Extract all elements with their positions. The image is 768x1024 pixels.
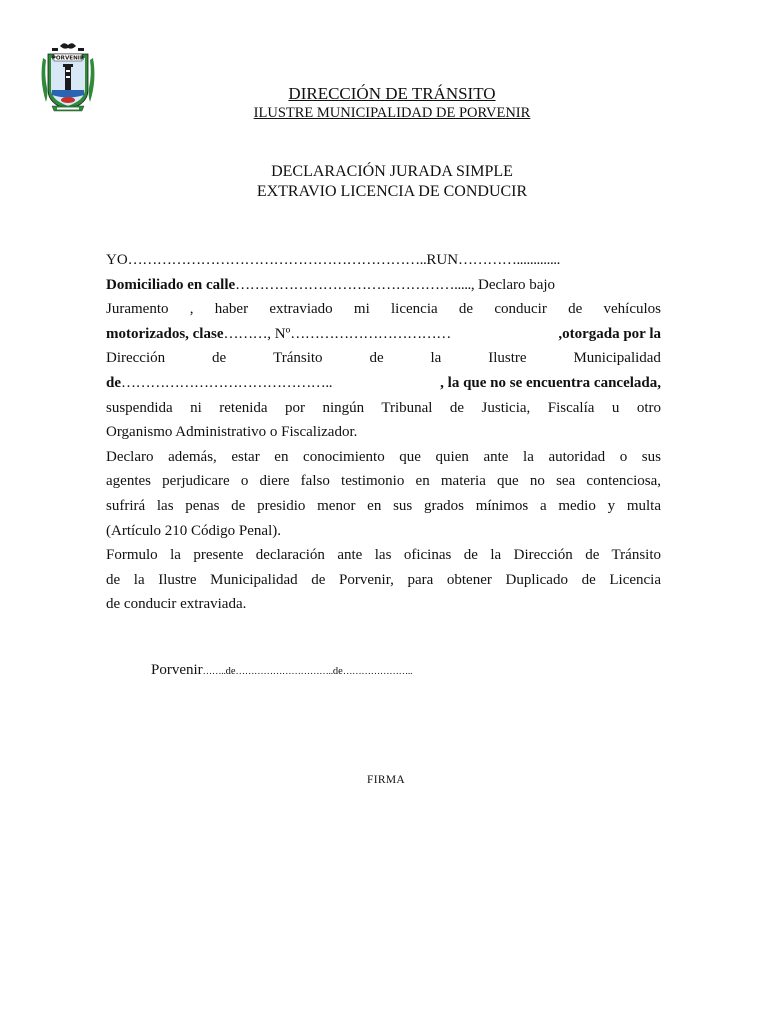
- crest-banner-text: PORVENIR: [51, 55, 85, 62]
- declaration-body: [106, 248, 661, 617]
- number-label: , Nº: [267, 325, 291, 342]
- municipality-label: de: [106, 374, 121, 391]
- declaration-title: [0, 162, 768, 202]
- declaration-title-line2: EXTRAVIO LICENCIA DE CONDUCIR: [256, 183, 528, 200]
- body-line-12: (Artículo 210 Código Penal).: [106, 522, 281, 539]
- declaration-title-line1: DECLARACIÓN JURADA SIMPLE: [271, 163, 513, 180]
- body-word: Municipalidad: [573, 350, 661, 367]
- month-blank: …………………………..: [235, 667, 333, 677]
- office-title: DIRECCIÓN DE TRÁNSITO: [288, 84, 496, 103]
- date-connector: de: [332, 666, 343, 677]
- municipality-subtitle: ILUSTRE MUNICIPALIDAD DE PORVENIR: [253, 105, 531, 121]
- body-line-14: de la Ilustre Municipalidad de Porvenir, para obtener Duplicado de Licencia: [106, 571, 661, 588]
- body-line-name: [106, 248, 661, 273]
- body-line-7: suspendida ni retenida por ningún Tribunal de Justicia, Fiscalía u otro: [106, 399, 661, 416]
- number-blank: ……………………………: [290, 325, 451, 342]
- body-line-5: [106, 346, 661, 371]
- body-word: Tránsito: [273, 350, 323, 367]
- date-line: [151, 658, 412, 684]
- not-cancelled-clause: , la que no se encuentra cancelada,: [440, 374, 661, 391]
- body-line-9: Declaro además, estar en conocimiento que quien ante la autoridad o sus: [106, 448, 661, 465]
- body-line-municipality: [106, 371, 661, 396]
- run-label: RUN: [426, 252, 459, 268]
- body-line-11: sufrirá las penas de presidio menor en sus grados mínimos a medio y multa: [106, 497, 661, 514]
- day-blank: ……..: [202, 667, 226, 677]
- body-word: de: [212, 350, 227, 367]
- body-line-3: Juramento , haber extraviado mi licencia de conducir de vehículos: [106, 301, 661, 318]
- body-word: de: [369, 350, 384, 367]
- name-label: YO: [106, 252, 128, 268]
- signature-label: FIRMA: [367, 774, 405, 786]
- body-line-address: [106, 273, 661, 298]
- place-label: Porvenir: [151, 662, 203, 678]
- year-blank: …………………..: [342, 667, 413, 677]
- address-line-rest: Declaro bajo: [474, 276, 556, 293]
- body-word: Dirección: [106, 350, 166, 367]
- body-word: Ilustre: [488, 350, 527, 367]
- date-connector: de: [225, 666, 236, 677]
- name-blank: ……………………………………………………..: [127, 252, 427, 268]
- municipality-blank: ……………………………………..: [121, 374, 333, 391]
- class-label: motorizados, clase: [106, 325, 224, 342]
- body-line-15: de conducir extraviada.: [106, 596, 247, 613]
- body-line-13: Formulo la presente declaración ante las oficinas de la Dirección de Tránsito: [106, 547, 661, 564]
- body-line-8: Organismo Administrativo o Fiscalizador.: [106, 424, 358, 441]
- body-word: la: [430, 350, 442, 367]
- body-line-10: agentes perjudicare o diere falso testimonio en materia que no sea contenciosa,: [106, 473, 661, 490]
- run-blank: ………….............: [458, 252, 560, 268]
- address-blank: ……………………………………….....,: [235, 276, 475, 293]
- document-header: [0, 84, 768, 122]
- granted-by-label: ,otorgada por la: [558, 325, 661, 342]
- class-blank: ………: [223, 325, 268, 342]
- address-label: Domiciliado en calle: [106, 276, 236, 293]
- body-line-class: [106, 322, 661, 347]
